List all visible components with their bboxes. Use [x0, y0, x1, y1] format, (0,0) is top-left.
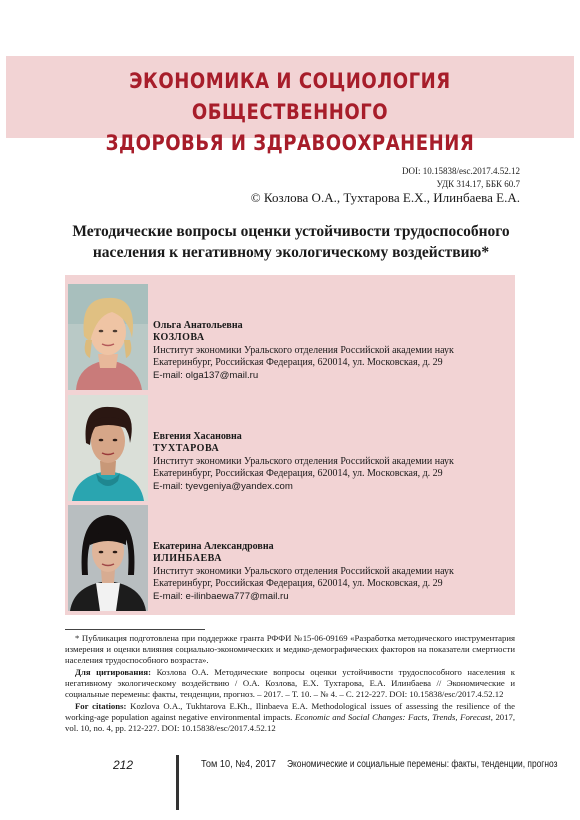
author-email[interactable]: E-mail: e-ilinbaewa777@mail.ru [153, 590, 289, 602]
author-last-name: ИЛИНБАЕВА [153, 553, 222, 565]
author-last-name: КОЗЛОВА [153, 332, 205, 344]
citation-label: Для цитирования: [75, 667, 151, 677]
citation-text: Козлова О.А. Методические вопросы оценки устойчивости трудоспособного населения к негативному экологическому воздействию / О.А. Козлова, Е.Х. Тухтарова, Е.А. Илинбаева // Экономические и социальные перемены: факты, тенденции, прогноз. – 2017. – Т. 10. – № 4. – С. 212-227. DOI: 10.15838/esc/2017.4.52.12 [65, 667, 515, 700]
author-tukhtarova [153, 431, 454, 493]
author-address: Екатеринбург, Российская Федерация, 620014, ул. Московская, д. 29 [153, 357, 443, 369]
copyright: © Козлова О.А., Тухтарова Е.Х., Илинбаева Е.А. [250, 190, 520, 205]
author-address: Екатеринбург, Российская Федерация, 620014, ул. Московская, д. 29 [153, 468, 443, 480]
author-first-name: Ольга Анатольевна [153, 320, 243, 331]
article-title-line-2: населения к негативному экологическому воздействию* [92, 244, 490, 261]
author-email[interactable]: E-mail: tyevgeniya@yandex.com [153, 480, 293, 492]
footer-volume: Том 10, №4, 2017 [201, 759, 276, 770]
footnote-divider [65, 629, 205, 630]
author-affiliation: Институт экономики Уральского отделения Российской академии наук [153, 344, 454, 356]
grant-footnote: * Публикация подготовлена при поддержке гранта РФФИ №15-06-09169 «Разработка методического инструментария измерения и оценки влияния социально-экономических и медико-демографических факторов на показатели смертности населения трудоспособного возраста». [65, 633, 515, 666]
section-title-line-2: ЗДОРОВЬЯ И ЗДРАВООХРАНЕНИЯ [105, 131, 475, 155]
author-last-name: ТУХТАРОВА [153, 443, 220, 455]
author-email[interactable]: E-mail: olga137@mail.ru [153, 369, 259, 381]
article-title [64, 221, 518, 263]
footer-journal-name: Экономические и социальные перемены: факты, тенденции, прогноз [287, 759, 558, 770]
section-title-line-1: ЭКОНОМИКА И СОЦИОЛОГИЯ ОБЩЕСТВЕННОГО [129, 69, 451, 124]
author-address: Екатеринбург, Российская Федерация, 620014, ул. Московская, д. 29 [153, 578, 443, 590]
author-affiliation: Институт экономики Уральского отделения Российской академии наук [153, 565, 454, 577]
citation-en-text: Kozlova O.A., Tukhtarova E.Kh., Ilinbaeva E.A. Methodological issues of assessing the resilience of the working-age population against negative environmental impacts. [65, 701, 516, 723]
author-first-name: Екатерина Александровна [153, 541, 274, 552]
udk: УДК 314.17, ББК 60.7 [436, 179, 520, 189]
author-photo-kozlova [68, 284, 148, 390]
page-number: 212 [113, 758, 134, 772]
citation-en [65, 701, 515, 734]
citation-en-label: For citations: [75, 701, 127, 711]
citation-en-journal: Economic and Social Changes: Facts, Trends, Forecast [294, 712, 491, 723]
author-photo-ilinbaeva [68, 505, 148, 611]
journal-section-header [6, 56, 574, 155]
footer-divider [176, 755, 179, 810]
author-ilinbaeva [153, 541, 454, 603]
author-first-name: Евгения Хасановна [153, 431, 242, 442]
section-title [46, 66, 534, 159]
author-photo-tukhtarova [68, 395, 148, 501]
doi[interactable]: DOI: 10.15838/esc.2017.4.52.12 [402, 166, 520, 176]
citation-ru [65, 667, 515, 700]
author-affiliation: Институт экономики Уральского отделения Российской академии наук [153, 455, 454, 467]
author-kozlova [153, 320, 454, 382]
citation-en-details: , 2017, vol. 10, no. 4, pp. 212-227. DOI: 10.15838/esc/2017.4.52.12 [65, 712, 516, 734]
article-title-line-1: Методические вопросы оценки устойчивости трудоспособного [72, 223, 510, 240]
